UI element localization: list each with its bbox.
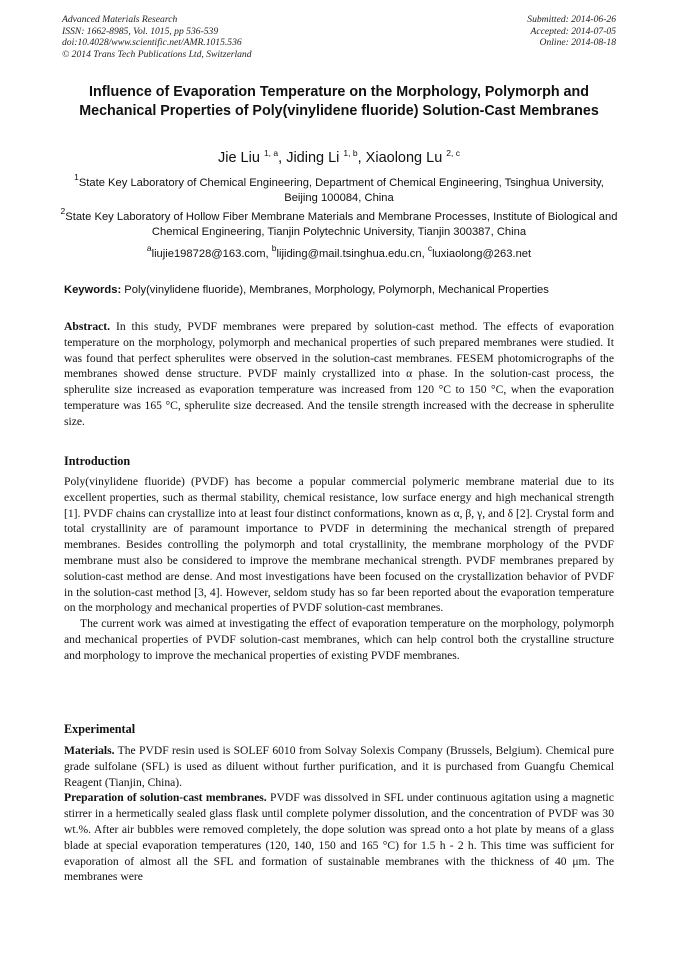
doi-line: doi:10.4028/www.scientific.net/AMR.1015.536	[62, 37, 242, 49]
email-sup: a	[146, 243, 152, 253]
email-list	[60, 243, 618, 262]
journal-name: Advanced Materials Research	[62, 14, 178, 25]
author-name: Xiaolong Lu	[365, 150, 443, 166]
affiliation-2	[60, 206, 618, 241]
author-sup: 2, c	[446, 148, 460, 158]
author-name: Jie Liu	[217, 150, 260, 166]
author-sup: 1, b	[343, 148, 358, 158]
keywords	[64, 283, 616, 298]
abstract-label: Abstract.	[64, 320, 111, 333]
email-sup: b	[271, 243, 277, 253]
keywords-label: Keywords:	[64, 284, 122, 296]
paper-title: Influence of Evaporation Temperature on the Morphology, Polymorph and Mechanical Properties of Poly(vinylidene fluoride) Solution-Cast Membranes	[79, 84, 599, 119]
introduction-heading: Introduction	[64, 454, 131, 468]
email-link[interactable]: lijiding@mail.tsinghua.edu.cn,	[276, 248, 428, 260]
author-separator: ,	[278, 150, 287, 166]
introduction-paragraph: The current work was aimed at investigating the effect of evaporation temperature on the morphology, polymorph and mechanical properties of PVDF solution-cast membranes, which can help control both the crystalline structure and morphology to improve the mechanical properties of existing PVDF membranes.	[64, 617, 614, 662]
author-separator: ,	[357, 150, 366, 166]
keywords-text: Poly(vinylidene fluoride), Membranes, Morphology, Polymorph, Mechanical Properties	[121, 284, 549, 296]
online-date: Online: 2014-08-18	[539, 37, 616, 49]
preparation-label: Preparation of solution-cast membranes.	[64, 791, 267, 805]
copyright-line: © 2014 Trans Tech Publications Ltd, Switzerland	[62, 48, 252, 60]
accepted-date: Accepted: 2014-07-05	[530, 25, 616, 37]
preparation-text: PVDF was dissolved in SFL under continuous agitation using a magnetic stirrer in a hermetically sealed glass flask until complete polymer dissolution, and the concentration of PVDF was 30 wt.%. After air bubbles were removed completely, the dope solution was spread onto a hot plate by means of a glass blade at special evaporation temperatures (120, 140, 150 and 165 °C) for 1.5 h - 2 h. This time was sufficient for evaporation of almost all the SFL and formation of sustainable membranes with the thickness of 40 μm. The membranes were	[64, 791, 615, 884]
materials-text: The PVDF resin used is SOLEF 6010 from Solvay Solexis Company (Brussels, Belgium). Chemical pure grade sulfolane (SFL) is used as diluent without further purification, and it is purchased from Guangfu Chemical Reagent (Tianjin, China).	[64, 744, 614, 789]
author-name: Jiding Li	[286, 150, 340, 166]
introduction-body	[64, 474, 614, 664]
email-link[interactable]: liujie198728@163.com,	[151, 248, 272, 260]
affiliation-1	[60, 172, 618, 207]
experimental-body	[64, 743, 614, 885]
author-list	[60, 148, 618, 168]
introduction-paragraph: Poly(vinylidene fluoride) (PVDF) has become a popular commercial polymeric membrane material due to its excellent properties, such as thermal stability, chemical resistance, low surface energy and high mechanical strength [1]. PVDF chains can crystallize into at least four distinct conformations, known as α, β, γ, and δ [2]. Crystal form and total crystallinity are of paramount importance to PVDF in determining the mechanical strength of prepared membranes. Besides controlling the polymorph and total crystallinity, the membrane morphology of the PVDF membrane must also be considered to improve the membrane mechanical strength. PVDF membranes prepared by solution-cast method are dense. And most investigations have been focused on the crystallization behavior of PVDF in the solution-cast method [3, 4]. However, seldom study has so far been reported about the evaporation temperature on the morphology and mechanical properties of PVDF solution-cast membranes.	[64, 475, 614, 615]
abstract-text: In this study, PVDF membranes were prepared by solution-cast method. The effects of evaporation temperature on the morphology, polymorph and mechanical properties of such prepared membranes were studied. It was found that perfect spherulites were observed in the solution-cast membranes. FESEM photomicrographs of the membranes showed dense structure. PVDF mainly crystallized into α phase. In the solution-cast process, the spherulite size increased as evaporation temperature was increased from 120 °C to 150 °C, when the evaporation temperature was 165 °C, spherulite size decreased. And the tensile strength increased with the decrease in spherulite size.	[64, 320, 614, 428]
email-link[interactable]: luxiaolong@263.net	[432, 248, 532, 260]
affiliation-sup: 1	[74, 172, 79, 182]
author-sup: 1, a	[263, 148, 279, 158]
experimental-heading: Experimental	[64, 722, 136, 736]
affiliation-text: State Key Laboratory of Chemical Engineering, Department of Chemical Engineering, Tsinghua University, Beijing 100084, China	[78, 177, 604, 205]
materials-label: Materials.	[64, 744, 115, 757]
email-sup: c	[427, 243, 433, 253]
issn-line: ISSN: 1662-8985, Vol. 1015, pp 536-539	[62, 25, 219, 37]
journal-header	[62, 14, 252, 60]
affiliation-sup: 2	[60, 206, 66, 216]
dates-header	[527, 14, 616, 49]
affiliation-text: State Key Laboratory of Hollow Fiber Membrane Materials and Membrane Processes, Institute of Biological and Chemical Engineering, Tianjin Polytechnic University, Tianjin 300387, China	[65, 211, 618, 239]
abstract	[64, 319, 614, 430]
submitted-date: Submitted: 2014-06-26	[527, 14, 616, 25]
